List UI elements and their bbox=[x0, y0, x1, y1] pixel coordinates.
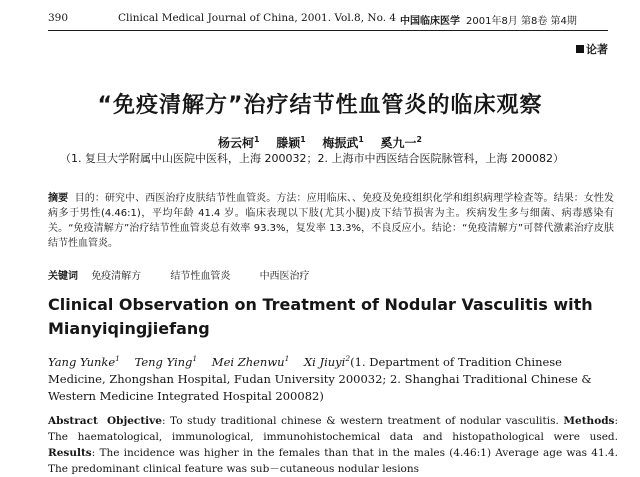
keyword-item: 结节性血管炎 bbox=[170, 271, 231, 282]
authors-cn bbox=[0, 134, 640, 151]
authors-affiliation-en bbox=[48, 350, 618, 405]
keywords-label-cn: 关键词 bbox=[48, 271, 78, 282]
methods-label: Methods bbox=[563, 415, 615, 427]
section-tag: 论著 bbox=[576, 41, 608, 57]
author-en: Yang Yunke$^1$ bbox=[48, 354, 120, 369]
keyword-item: 中西医治疗 bbox=[259, 271, 310, 282]
abstract-en bbox=[48, 413, 618, 477]
abstract-cn bbox=[48, 191, 614, 251]
objective-text: : To study traditional chinese & western treatment of nodular vasculitis. bbox=[161, 415, 564, 427]
page-number: 390 bbox=[48, 12, 69, 24]
author-cn: 梅振武$^1$ bbox=[322, 135, 364, 150]
methods-text: : The haematological, immunological, immunohistochemical data and histopathological were used. bbox=[48, 415, 618, 443]
keywords-cn bbox=[48, 267, 336, 282]
header-rule bbox=[48, 30, 608, 31]
author-en: Mei Zhenwu$^1$ bbox=[211, 354, 290, 369]
affiliation-en: (1. Department of Tradition Chinese Medicine, Zhongshan Hospital, Fudan University 200032; 2. Shanghai Traditional Chinese & Western Medicine Integrated Hospital 200082) bbox=[48, 354, 592, 403]
results-label: Results bbox=[48, 447, 92, 459]
journal-name-en: Clinical Medical Journal of China, 2001. Vol.8, No. 4 bbox=[118, 12, 397, 24]
author-en: Xi Jiuyi$^2$ bbox=[303, 354, 351, 369]
affiliation-cn: （1. 复旦大学附属中山医院中医科，上海 200032；2. 上海市中西医结合医院脉管科，上海 200082） bbox=[60, 152, 564, 165]
author-cn: 杨云柯$^1$ bbox=[218, 135, 260, 150]
square-bullet-icon bbox=[576, 45, 584, 53]
abstract-label-cn: 摘要 bbox=[48, 193, 69, 204]
author-cn: 奚九一$^2$ bbox=[380, 135, 422, 150]
article-title-cn: “免疫清解方”治疗结节性血管炎的临床观察 bbox=[97, 93, 543, 118]
abstract-text-cn: 目的：研究中、西医治疗皮肤结节性血管炎。方法：应用临床、、免疫及免疫组织化学和组织病理学检查等。结果：女性发病多于男性(4.46:1)，平均年龄 41.4 岁。临床表现以下肢(尤其小腿)皮下结节损害为主。疾病发生多与细菌、病毒感染有关。“免疫清解方”治疗结节性血管炎总有效率 93.3%，复发率 13.3%，不良反应小。结论：“免疫清解方”可替代激素治疗皮肤结节性血管炎。 bbox=[48, 193, 615, 249]
journal-name-cn: 中国临床医学 bbox=[400, 16, 460, 27]
objective-label: Objective bbox=[106, 415, 162, 427]
abstract-label-en: Abstract bbox=[48, 415, 98, 427]
author-en: Teng Ying$^1$ bbox=[134, 354, 198, 369]
author-cn: 滕颖$^1$ bbox=[276, 135, 306, 150]
keyword-item: 免疫清解方 bbox=[91, 271, 142, 282]
results-text: : The incidence was higher in the females than that in the males (4.46:1) Average age was 41.4. The predominant clinical feature was sub－cutaneous nodular lesions bbox=[48, 447, 618, 475]
issue-date-cn: 2001年8月 第8卷 第4期 bbox=[466, 16, 577, 27]
article-title-en: Clinical Observation on Treatment of Nodular Vasculitis with Mianyiqingjiefang bbox=[48, 295, 593, 338]
